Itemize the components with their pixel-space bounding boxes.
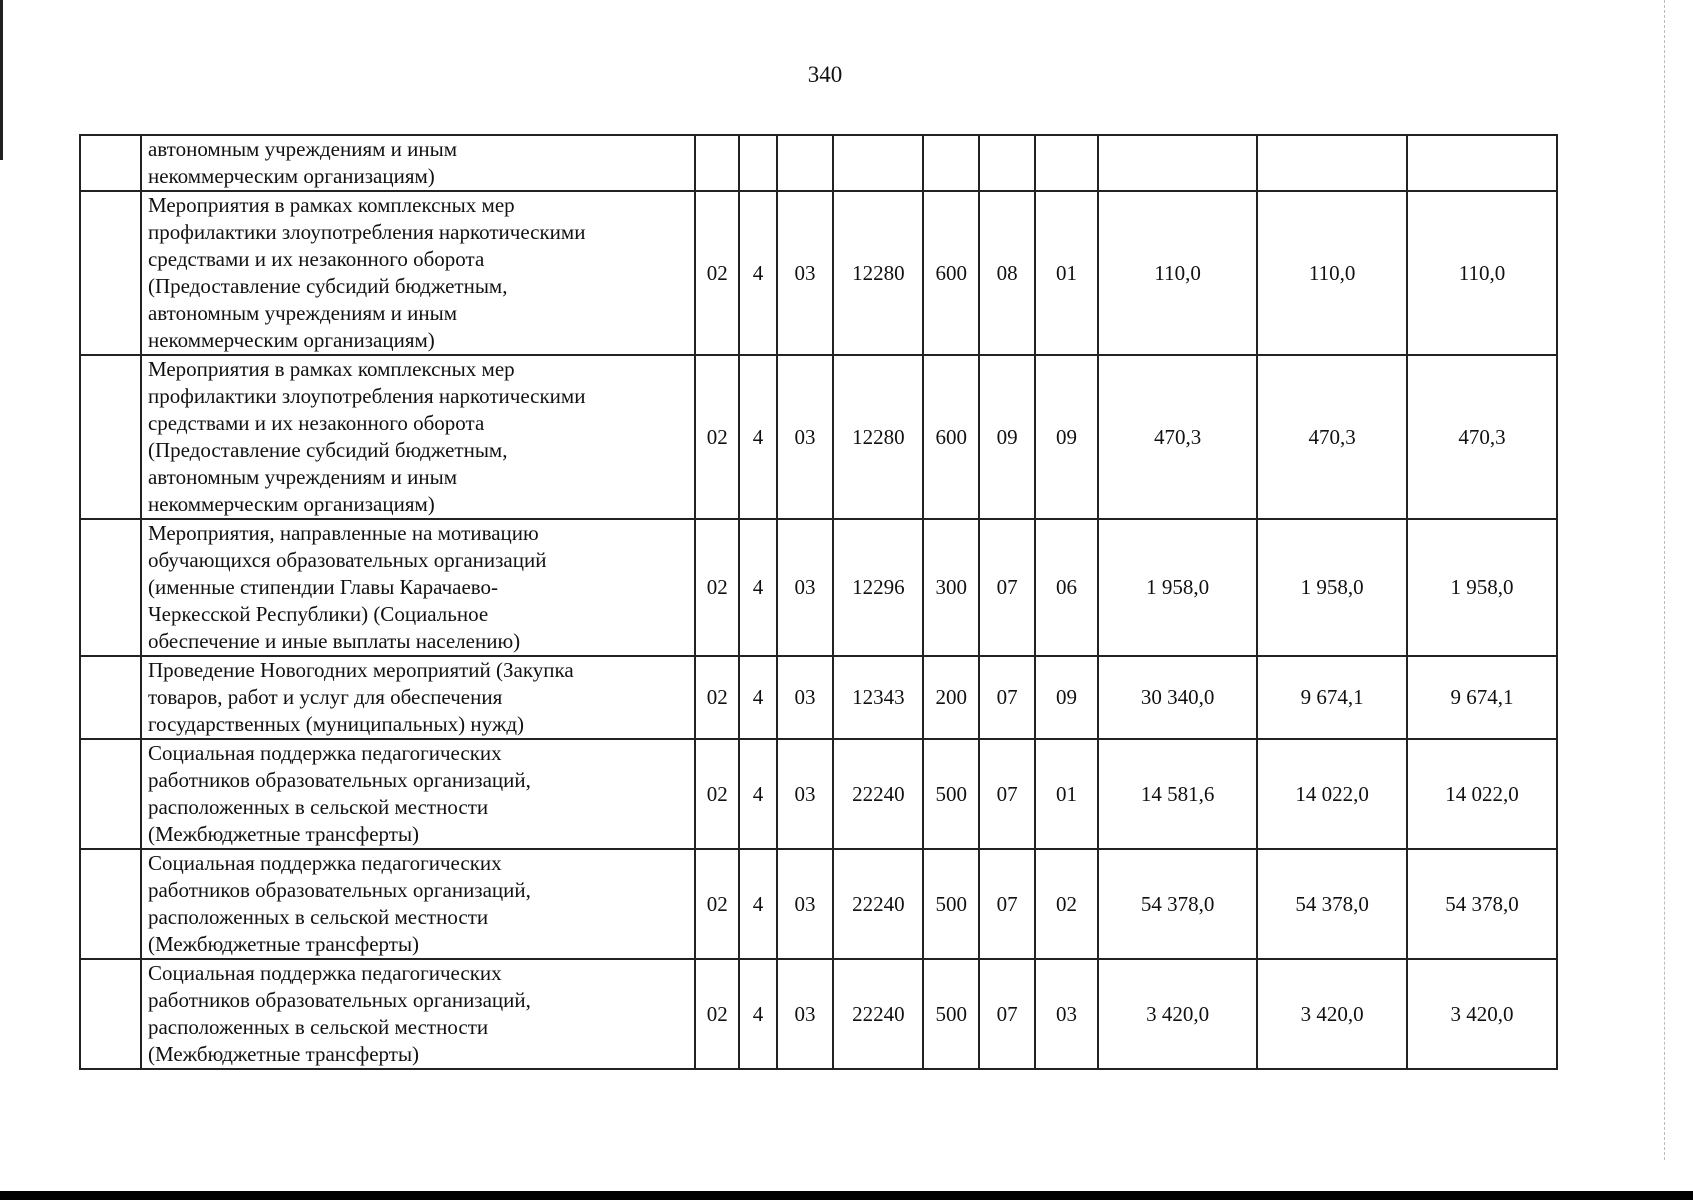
description-line: Социальная поддержка педагогических: [147, 851, 502, 875]
description-line: профилактики злоупотребления наркотическими: [147, 220, 586, 244]
subsection-cell: 06: [1035, 519, 1098, 656]
row-number-cell: [80, 959, 141, 1069]
description-line: (Межбюджетные трансферты): [147, 822, 420, 846]
amount-year-1: 3 420,0: [1098, 959, 1257, 1069]
description-cell: [141, 739, 695, 849]
description-line: некоммерческим организациям): [147, 328, 435, 352]
direction-cell: 12280: [833, 355, 923, 519]
amount-year-3: 54 378,0: [1407, 849, 1557, 959]
amount-year-2: 1 958,0: [1257, 519, 1407, 656]
description-line: автономным учреждениям и иным: [147, 465, 458, 489]
description-line: Мероприятия в рамках комплексных мер: [147, 193, 515, 217]
page-number: 340: [807, 62, 843, 87]
subsection-cell: 03: [1035, 959, 1098, 1069]
row-number-cell: [80, 355, 141, 519]
budget-table: [79, 134, 1558, 1070]
description-cell: [141, 519, 695, 656]
code-cell: 02: [695, 959, 739, 1069]
section-cell: 07: [979, 519, 1035, 656]
direction-cell: [833, 135, 923, 191]
table-row: [80, 849, 1557, 959]
description-line: некоммерческим организациям): [147, 164, 435, 188]
subsection-cell: 09: [1035, 656, 1098, 739]
expense-type-cell: 200: [923, 656, 979, 739]
program-cell: 4: [739, 959, 776, 1069]
code-cell: 02: [695, 191, 739, 355]
scan-bottom-bar: [0, 1191, 1693, 1200]
description-line: Социальная поддержка педагогических: [147, 961, 502, 985]
description-line: профилактики злоупотребления наркотическими: [147, 384, 586, 408]
description-line: автономным учреждениям и иным: [147, 137, 458, 161]
program-cell: 4: [739, 355, 776, 519]
description-line: Мероприятия в рамках комплексных мер: [147, 357, 515, 381]
description-line: Черкесской Республики) (Социальное: [147, 602, 489, 626]
description-line: работников образовательных организаций,: [147, 768, 531, 792]
expense-type-cell: 600: [923, 191, 979, 355]
scan-right-edge: [1664, 0, 1666, 1160]
row-number-cell: [80, 519, 141, 656]
direction-cell: 22240: [833, 739, 923, 849]
amount-year-3: 1 958,0: [1407, 519, 1557, 656]
code-cell: 02: [695, 849, 739, 959]
amount-year-2: [1257, 135, 1407, 191]
table-row: [80, 135, 1557, 191]
subprogram-cell: [777, 135, 834, 191]
table-row: [80, 739, 1557, 849]
expense-type-cell: 600: [923, 355, 979, 519]
amount-year-1: 1 958,0: [1098, 519, 1257, 656]
program-cell: 4: [739, 739, 776, 849]
row-number-cell: [80, 191, 141, 355]
description-line: (Предоставление субсидий бюджетным,: [147, 274, 508, 298]
code-cell: 02: [695, 739, 739, 849]
amount-year-1: 14 581,6: [1098, 739, 1257, 849]
expense-type-cell: 500: [923, 739, 979, 849]
program-cell: 4: [739, 656, 776, 739]
description-line: средствами и их незаконного оборота: [147, 411, 485, 435]
amount-year-2: 3 420,0: [1257, 959, 1407, 1069]
amount-year-3: 110,0: [1407, 191, 1557, 355]
program-cell: 4: [739, 191, 776, 355]
expense-type-cell: 300: [923, 519, 979, 656]
subprogram-cell: 03: [777, 959, 834, 1069]
direction-cell: 12296: [833, 519, 923, 656]
section-cell: [979, 135, 1035, 191]
description-cell: [141, 849, 695, 959]
amount-year-2: 54 378,0: [1257, 849, 1407, 959]
amount-year-2: 110,0: [1257, 191, 1407, 355]
subprogram-cell: 03: [777, 355, 834, 519]
subprogram-cell: 03: [777, 739, 834, 849]
subprogram-cell: 03: [777, 656, 834, 739]
section-cell: 07: [979, 849, 1035, 959]
subsection-cell: 09: [1035, 355, 1098, 519]
description-line: (Межбюджетные трансферты): [147, 932, 420, 956]
description-line: расположенных в сельской местности: [147, 1015, 489, 1039]
subprogram-cell: 03: [777, 849, 834, 959]
subsection-cell: 01: [1035, 191, 1098, 355]
subsection-cell: 02: [1035, 849, 1098, 959]
description-line: обеспечение и иные выплаты населению): [147, 629, 521, 653]
section-cell: 09: [979, 355, 1035, 519]
description-cell: [141, 191, 695, 355]
description-line: некоммерческим организациям): [147, 492, 435, 516]
row-number-cell: [80, 739, 141, 849]
row-number-cell: [80, 135, 141, 191]
expense-type-cell: 500: [923, 849, 979, 959]
description-line: (именные стипендии Главы Карачаево-: [147, 575, 499, 599]
subsection-cell: [1035, 135, 1098, 191]
description-line: Мероприятия, направленные на мотивацию: [147, 521, 539, 545]
subsection-cell: 01: [1035, 739, 1098, 849]
section-cell: 07: [979, 739, 1035, 849]
amount-year-1: 110,0: [1098, 191, 1257, 355]
amount-year-3: 3 420,0: [1407, 959, 1557, 1069]
description-cell: [141, 355, 695, 519]
description-line: расположенных в сельской местности: [147, 905, 489, 929]
description-cell: [141, 959, 695, 1069]
expense-type-cell: 500: [923, 959, 979, 1069]
description-line: (Межбюджетные трансферты): [147, 1042, 420, 1066]
table-row: [80, 355, 1557, 519]
subprogram-cell: 03: [777, 191, 834, 355]
description-line: автономным учреждениям и иным: [147, 301, 458, 325]
description-line: обучающихся образовательных организаций: [147, 548, 547, 572]
section-cell: 08: [979, 191, 1035, 355]
description-line: государственных (муниципальных) нужд): [147, 712, 525, 736]
code-cell: 02: [695, 355, 739, 519]
amount-year-3: 470,3: [1407, 355, 1557, 519]
description-line: работников образовательных организаций,: [147, 988, 531, 1012]
description-line: расположенных в сельской местности: [147, 795, 489, 819]
table-row: [80, 519, 1557, 656]
code-cell: 02: [695, 656, 739, 739]
description-cell: [141, 135, 695, 191]
amount-year-3: 9 674,1: [1407, 656, 1557, 739]
row-number-cell: [80, 656, 141, 739]
amount-year-2: 9 674,1: [1257, 656, 1407, 739]
row-number-cell: [80, 849, 141, 959]
section-cell: 07: [979, 959, 1035, 1069]
table-row: [80, 191, 1557, 355]
amount-year-2: 470,3: [1257, 355, 1407, 519]
program-cell: 4: [739, 849, 776, 959]
description-line: товаров, работ и услуг для обеспечения: [147, 685, 503, 709]
description-line: (Предоставление субсидий бюджетным,: [147, 438, 508, 462]
direction-cell: 22240: [833, 959, 923, 1069]
amount-year-3: 14 022,0: [1407, 739, 1557, 849]
expense-type-cell: [923, 135, 979, 191]
table-row: [80, 656, 1557, 739]
direction-cell: 12343: [833, 656, 923, 739]
direction-cell: 22240: [833, 849, 923, 959]
code-cell: 02: [695, 519, 739, 656]
amount-year-1: 470,3: [1098, 355, 1257, 519]
subprogram-cell: 03: [777, 519, 834, 656]
amount-year-1: [1098, 135, 1257, 191]
amount-year-1: 54 378,0: [1098, 849, 1257, 959]
description-line: Проведение Новогодних мероприятий (Закупка: [147, 658, 574, 682]
direction-cell: 12280: [833, 191, 923, 355]
description-cell: [141, 656, 695, 739]
amount-year-2: 14 022,0: [1257, 739, 1407, 849]
table-row: [80, 959, 1557, 1069]
program-cell: 4: [739, 519, 776, 656]
code-cell: [695, 135, 739, 191]
amount-year-1: 30 340,0: [1098, 656, 1257, 739]
description-line: средствами и их незаконного оборота: [147, 247, 485, 271]
description-line: работников образовательных организаций,: [147, 878, 531, 902]
description-line: Социальная поддержка педагогических: [147, 741, 502, 765]
program-cell: [739, 135, 776, 191]
amount-year-3: [1407, 135, 1557, 191]
section-cell: 07: [979, 656, 1035, 739]
